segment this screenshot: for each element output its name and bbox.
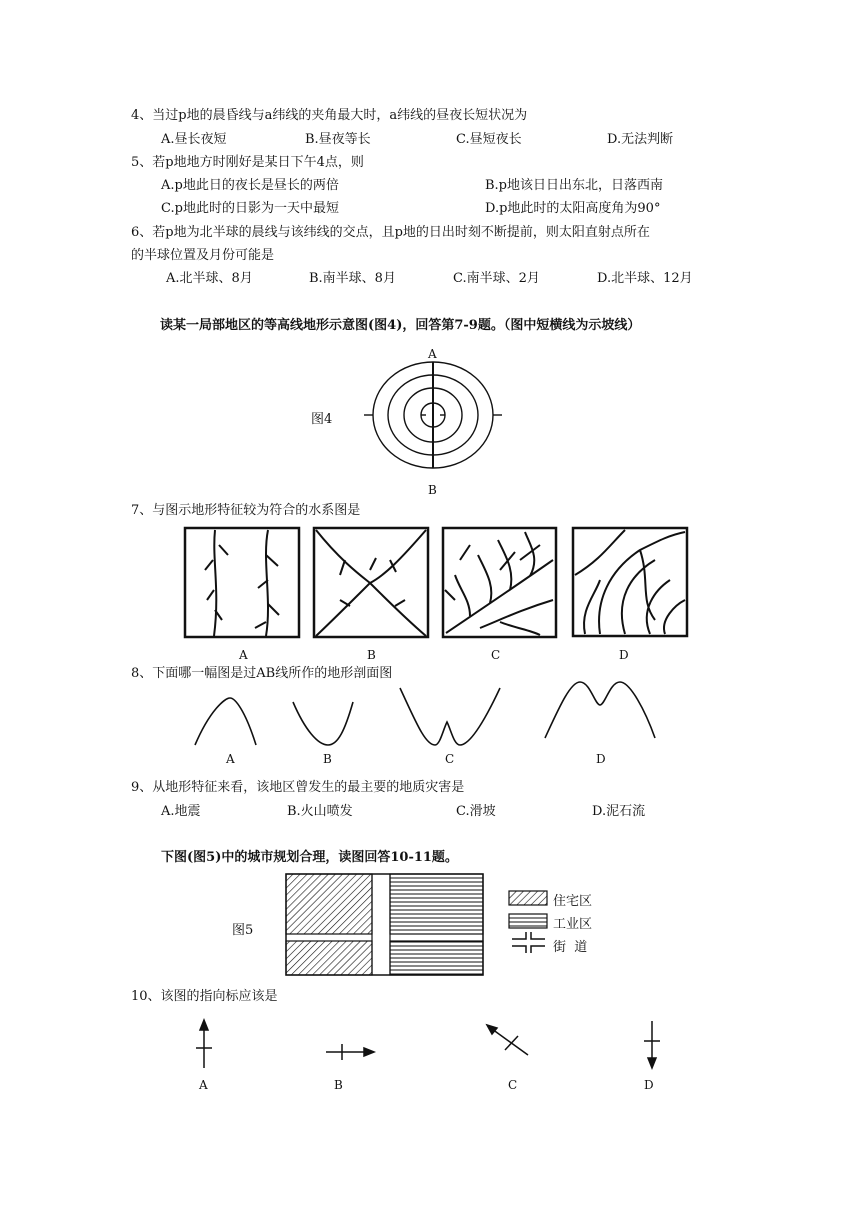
q4-option-c: C.昼短夜长 [456, 132, 522, 147]
north-arrow-option-b [326, 1044, 374, 1060]
drainage-option-d [573, 528, 687, 636]
north-arrow-option-d [644, 1021, 660, 1068]
q9-stem: 9、从地形特征来看，该地区曾发生的最主要的地质灾害是 [131, 780, 465, 795]
q10-stem: 10、该图的指向标应该是 [131, 989, 278, 1004]
profile-option-a [195, 698, 256, 745]
q9-option-c: C.滑坡 [456, 804, 496, 819]
section-heading-fig5: 下图(图5)中的城市规划合理，读图回答10-11题。 [161, 850, 458, 865]
arrow-label-d: D [644, 1078, 654, 1092]
q5-stem: 5、若p地地方时刚好是某日下午4点，则 [131, 155, 364, 170]
q5-option-d: D.p地此时的太阳高度角为90° [485, 201, 661, 216]
legend-industrial-label: 工业区 [553, 917, 593, 932]
q6-option-c: C.南半球、2月 [453, 271, 540, 286]
q8-stem: 8、下面哪一幅图是过AB线所作的地形剖面图 [131, 666, 393, 681]
q6-stem-line1: 6、若p地为北半球的晨线与该纬线的交点，且p地的日出时刻不断提前，则太阳直射点所在 [131, 225, 650, 240]
q4-option-d: D.无法判断 [607, 132, 674, 147]
fig4-point-b: B [428, 483, 437, 497]
q9-option-a: A.地震 [161, 804, 201, 819]
drainage-label-d: D [619, 648, 629, 662]
arrow-label-b: B [334, 1078, 343, 1092]
q7-stem: 7、与图示地形特征较为符合的水系图是 [131, 503, 361, 518]
residential-area-bottom-left [286, 941, 372, 975]
arrow-label-a: A [199, 1078, 208, 1092]
north-arrow-option-c [487, 1025, 528, 1055]
legend-street-label: 街 道 [553, 940, 588, 955]
industrial-area-bottom-right [390, 941, 483, 975]
drainage-label-c: C [491, 648, 501, 662]
legend-industrial-swatch [509, 914, 547, 928]
fig4-point-a: A [428, 347, 437, 361]
q5-option-c: C.p地此时的日影为一天中最短 [161, 201, 339, 216]
industrial-area-top-right [390, 874, 483, 934]
profile-option-b [293, 702, 353, 745]
q6-stem-line2: 的半球位置及月份可能是 [131, 248, 275, 263]
q6-option-b: B.南半球、8月 [309, 271, 396, 286]
q9-option-b: B.火山喷发 [287, 804, 353, 819]
profile-option-d [545, 682, 655, 738]
drainage-label-a: A [239, 648, 248, 662]
q4-option-b: B.昼夜等长 [305, 132, 371, 147]
profile-label-a: A [226, 752, 235, 766]
profile-option-c [400, 688, 500, 745]
q9-option-d: D.泥石流 [592, 804, 646, 819]
fig5-caption: 图5 [232, 923, 254, 938]
profile-label-c: C [445, 752, 455, 766]
q6-option-d: D.北半球、12月 [597, 271, 693, 286]
q6-option-a: A.北半球、8月 [166, 271, 253, 286]
q4-stem: 4、当过p地的晨昏线与a纬线的夹角最大时，a纬线的昼夜长短状况为 [131, 108, 528, 123]
q5-option-b: B.p地该日日出东北，日落西南 [485, 178, 664, 193]
section-heading-fig4: 读某一局部地区的等高线地形示意图(图4)，回答第7-9题。（图中短横线为示坡线） [160, 318, 641, 333]
legend-residential-label: 住宅区 [553, 894, 593, 909]
legend-street-symbol [512, 932, 545, 953]
drainage-label-b: B [367, 648, 376, 662]
q5-option-a: A.p地此日的夜长是昼长的两倍 [161, 178, 339, 193]
drainage-option-b [314, 528, 428, 637]
q4-option-a: A.昼长夜短 [161, 132, 227, 147]
profile-label-d: D [596, 752, 606, 766]
profile-label-b: B [323, 752, 332, 766]
legend-residential-swatch [509, 891, 547, 905]
residential-area-top-left [286, 874, 372, 934]
drainage-option-c [443, 528, 556, 637]
drainage-option-a [185, 528, 299, 637]
fig4-caption: 图4 [311, 412, 333, 427]
north-arrow-option-a [196, 1020, 212, 1068]
arrow-label-c: C [508, 1078, 518, 1092]
